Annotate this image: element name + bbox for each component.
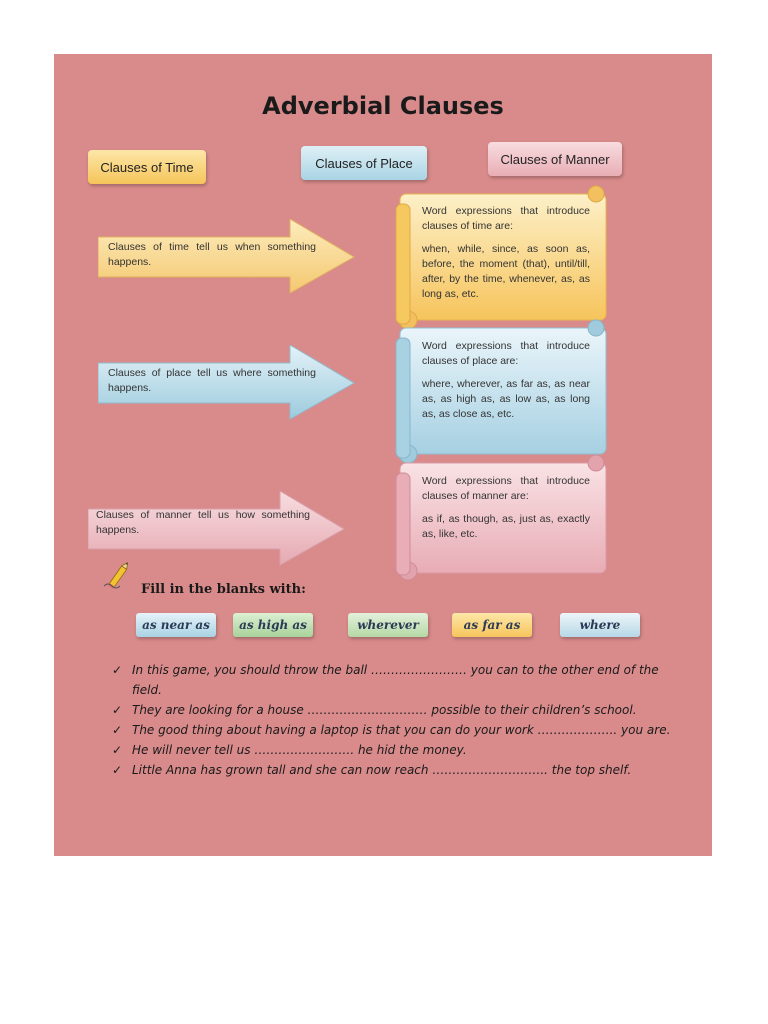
list-item bbox=[112, 760, 682, 780]
word-box-where: where bbox=[560, 613, 640, 637]
label-clauses-of-manner: Clauses of Manner bbox=[488, 142, 622, 176]
arrow-place-text: Clauses of place tell us where something happens. bbox=[108, 367, 316, 394]
sentence-text: They are looking for a house ………………………… possible to their children’s school. bbox=[132, 703, 637, 717]
list-item bbox=[112, 720, 682, 740]
exercise-heading: Fill in the blanks with: bbox=[141, 582, 306, 597]
sentence-text: Little Anna has grown tall and she can now reach ……………………….. the top shelf. bbox=[132, 763, 632, 777]
word-box-wherever: wherever bbox=[348, 613, 428, 637]
sentence-text: The good thing about having a laptop is that you can do your work ……………….. you are. bbox=[132, 723, 671, 737]
arrow-manner-text: Clauses of manner tell us how something happens. bbox=[96, 509, 310, 536]
sentence-text: He will never tell us ……………………. he hid the money. bbox=[132, 743, 467, 757]
checkmark-icon: ✓ bbox=[112, 743, 123, 757]
label-clauses-of-time: Clauses of Time bbox=[88, 150, 206, 184]
scroll-time-text bbox=[422, 204, 590, 310]
checkmark-icon: ✓ bbox=[112, 763, 123, 777]
checkmark-icon: ✓ bbox=[112, 663, 123, 677]
checkmark-icon: ✓ bbox=[112, 703, 123, 717]
word-box-as-near-as: as near as bbox=[136, 613, 216, 637]
sentence-text: In this game, you should throw the ball …………………… you can to the other end of the field. bbox=[132, 663, 659, 697]
arrow-time-text: Clauses of time tell us when something happens. bbox=[108, 241, 316, 268]
list-item bbox=[112, 700, 682, 720]
list-item bbox=[112, 660, 682, 700]
page-title: Adverbial Clauses bbox=[262, 92, 504, 120]
word-box-as-high-as: as high as bbox=[233, 613, 313, 637]
scroll-place-list: where, wherever, as far as, as near as, as high as, as low as, as long as, as close as, etc. bbox=[422, 378, 590, 420]
scroll-manner-list: as if, as though, as, just as, exactly as, like, etc. bbox=[422, 513, 590, 540]
exercise-sentence-list bbox=[112, 660, 682, 780]
scroll-time-intro: Word expressions that introduce clauses of time are: bbox=[422, 205, 590, 232]
list-item bbox=[112, 740, 682, 760]
scroll-place-text bbox=[422, 339, 590, 430]
worksheet-page bbox=[54, 54, 712, 856]
scroll-time-list: when, while, since, as soon as, before, the moment (that), until/till, after, by the time, whenever, as, as long as, etc. bbox=[422, 243, 590, 300]
scroll-manner-text bbox=[422, 474, 590, 550]
checkmark-icon: ✓ bbox=[112, 723, 123, 737]
label-clauses-of-place: Clauses of Place bbox=[301, 146, 427, 180]
word-box-as-far-as: as far as bbox=[452, 613, 532, 637]
scroll-manner-intro: Word expressions that introduce clauses of manner are: bbox=[422, 475, 590, 502]
scroll-place-intro: Word expressions that introduce clauses of place are: bbox=[422, 340, 590, 367]
pencil-icon bbox=[102, 560, 136, 590]
